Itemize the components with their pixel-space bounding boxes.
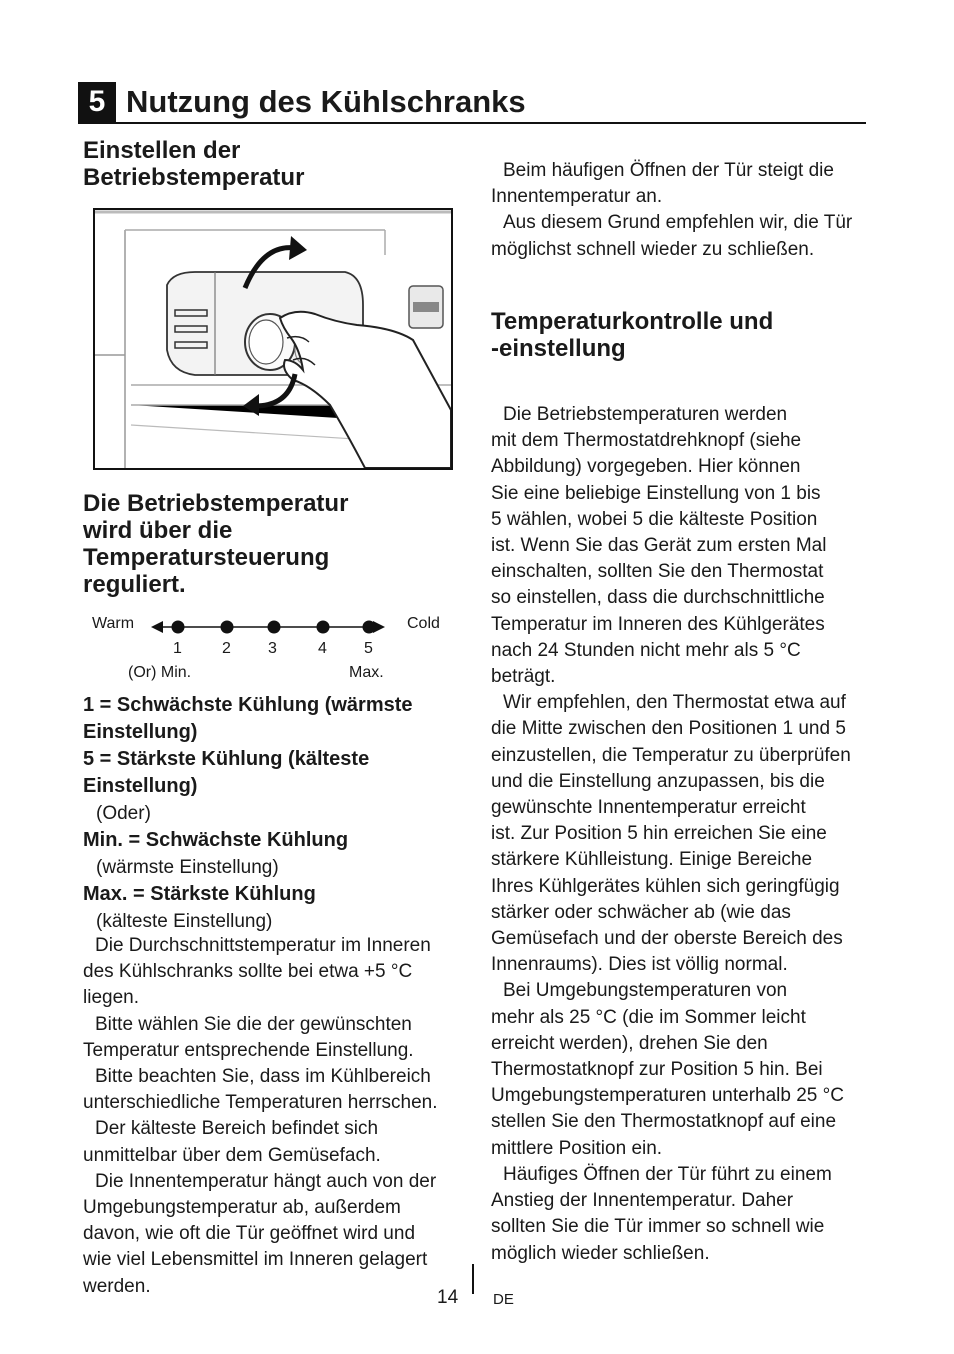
right-intro-text: Beim häufigen Öffnen der Tür steigt die Innentemperatur an. Aus diesem Grund empfehlen wir, die Tür möglichst schnell wieder zu schließen. bbox=[491, 160, 853, 260]
scale-number-5: 5 bbox=[364, 640, 373, 657]
heading-temperature-control-note: Die Betriebstemperatur wird über die Temperatursteuerung reguliert. bbox=[83, 490, 349, 598]
language-code: DE bbox=[493, 1291, 514, 1308]
scale-min-label: (Or) Min. bbox=[128, 664, 192, 681]
setting-legend: 1 = Schwächste Kühlung (wärmste Einstellung) 5 = Stärkste Kühlung (kälteste Einstellung) (Oder) Min. = Schwächste Kühlung (wärmste Einstellung) Max. = Stärkste Kühlung (kälteste Einstellung) bbox=[83, 694, 413, 932]
heading-temperature-control: Temperaturkontrolle und -einstellung bbox=[491, 308, 774, 362]
page-number: 14 bbox=[437, 1287, 459, 1308]
page-title: Nutzung des Kühlschranks bbox=[126, 84, 526, 119]
right-body-text: Die Betriebstemperaturen werden mit dem Thermostatdrehknopf (siehe Abbildung) vorgegeben. Hier können Sie eine beliebige Einstellung von 1 bis 5 wählen, wobei 5 die kälteste Position ist. Wenn Sie das Gerät zum ersten Mal einschalten, sollten Sie den Thermostat so einstellen, dass die durchschnittliche Temperatur im Inneren des Kühlgerätes nach 24 Stunden nicht mehr als 5 °C beträgt. Wir empfehlen, den Thermostat etwa auf die Mitte zwischen den Positionen 1 und 5 einzustellen, die Temperatur zu überprüfen und die Einstellung anzupassen, bis die gewünschte Innentemperatur erreicht ist. Zur Position 5 hin erreichen Sie eine stärkere Kühlleistung. Einige Bereiche Ihres Kühlgerätes kühlen sich geringfügig stärker oder schwächer ab (wie das Gemüsefach und der oberste Bereich des Innenraums). Dies ist völlig normal. Bei Umgebungstemperaturen von mehr als 25 °C (die im Sommer leicht erreicht werden), drehen Sie den Thermostatknopf zur Position 5 hin. Bei Umgebungstemperaturen unterhalb 25 °C stellen Sie den Thermostatknopf auf eine mittlere Position ein. Häufiges Öffnen der Tür führt zu einem Anstieg der Innentemperatur. Daher sollten Sie die Tür immer so schnell wie möglich wieder schließen. bbox=[491, 404, 851, 1264]
scale-number-2: 2 bbox=[222, 640, 231, 657]
temperature-scale bbox=[150, 614, 386, 640]
section-number-badge: 5 bbox=[78, 82, 116, 122]
left-body-text: Die Durchschnittstemperatur im Inneren des Kühlschranks sollte bei etwa +5 °C liegen. Bitte wählen Sie die der gewünschten Temperatur entsprechende Einstellung. Bitte beachten Sie, dass im Kühlbereich unterschiedliche Temperaturen herrschen. Der kälteste Bereich befindet sich unmittelbar über dem Gemüsefach. Die Innentemperatur hängt auch von der Umgebungstemperatur ab, außerdem davon, wie oft die Tür geöffnet wird und wie viel Lebensmittel im Inneren gelagert werden. bbox=[83, 935, 438, 1297]
scale-number-1: 1 bbox=[173, 640, 182, 657]
footer-divider bbox=[472, 1264, 474, 1294]
thermostat-illustration bbox=[93, 208, 453, 470]
scale-number-4: 4 bbox=[318, 640, 327, 657]
scale-max-label: Max. bbox=[349, 664, 384, 681]
scale-number-3: 3 bbox=[268, 640, 277, 657]
heading-operating-temperature: Einstellen der Betriebstemperatur bbox=[83, 137, 305, 191]
scale-cold-label: Cold bbox=[407, 615, 440, 632]
scale-warm-label: Warm bbox=[92, 615, 135, 632]
title-rule bbox=[78, 122, 866, 124]
